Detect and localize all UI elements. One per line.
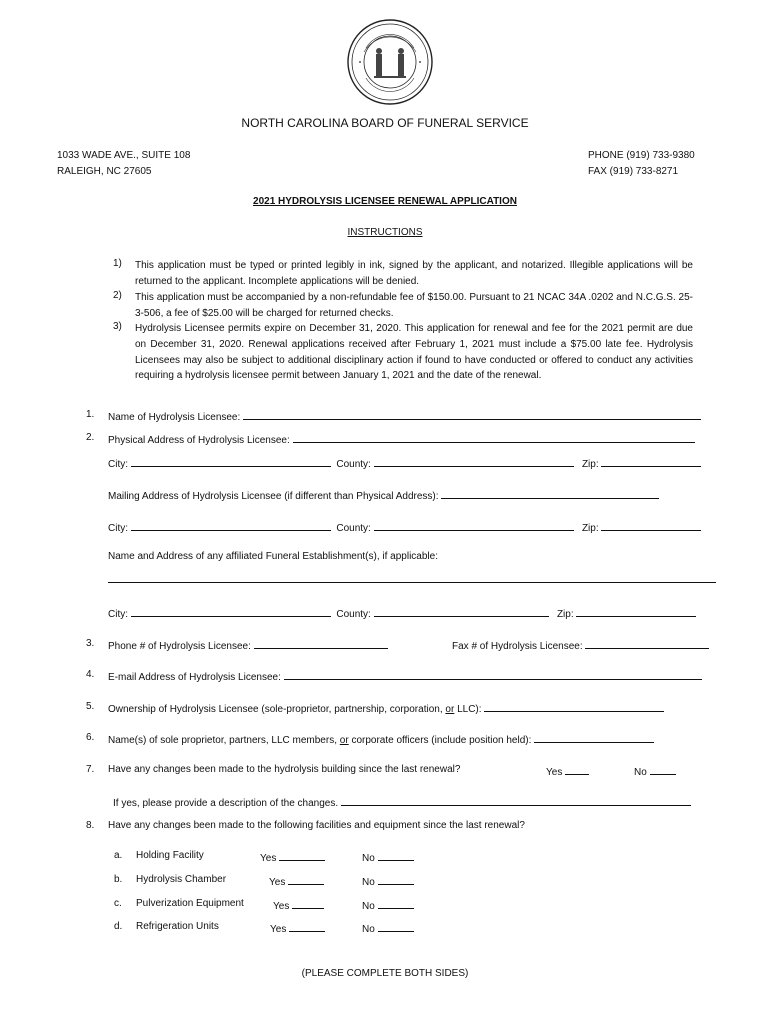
no-label: No — [362, 924, 375, 935]
affiliated-city-row — [108, 606, 696, 620]
city-label: City: — [108, 609, 128, 620]
q7-number: 7. — [86, 764, 95, 775]
q8-item-name: Refrigeration Units — [136, 921, 219, 932]
affiliated-county-field[interactable] — [374, 606, 549, 617]
q1-row — [108, 409, 701, 423]
q8-item-letter: c. — [114, 898, 122, 909]
county-label: County: — [336, 459, 371, 470]
q6-number: 6. — [86, 732, 95, 743]
changes-description-field[interactable] — [341, 795, 691, 806]
county-label: County: — [336, 609, 371, 620]
no-label: No — [634, 767, 647, 778]
ownership-label: Ownership of Hydrolysis Licensee (sole-proprietor, partnership, corporation, — [108, 704, 446, 715]
q8-item-letter: b. — [114, 874, 123, 885]
q3-number: 3. — [86, 638, 95, 649]
q8-item-no — [362, 921, 414, 935]
mailing-city-field[interactable] — [131, 520, 331, 531]
yes-label: Yes — [270, 924, 287, 935]
q8-item-name: Holding Facility — [136, 850, 204, 861]
ownership-label-end: LLC): — [454, 704, 482, 715]
agency-title: NORTH CAROLINA BOARD OF FUNERAL SERVICE — [241, 116, 529, 130]
q4-number: 4. — [86, 669, 95, 680]
q8-item-no — [362, 898, 414, 912]
agency-phone: PHONE (919) 733-9380 — [588, 150, 695, 161]
holding-facility-yes-field[interactable] — [279, 850, 325, 861]
q2-label: Physical Address of Hydrolysis Licensee: — [108, 435, 290, 446]
q7-describe-row — [113, 795, 691, 809]
instruction-number: 3) — [113, 321, 122, 332]
no-label: No — [362, 853, 375, 864]
agency-address-line1: 1033 WADE AVE., SUITE 108 — [57, 150, 191, 161]
refrigeration-no-field[interactable] — [378, 921, 414, 932]
q7-no-row — [634, 764, 676, 778]
owners-label-end: corporate officers (include position held): — [348, 735, 532, 746]
q8-number: 8. — [86, 820, 95, 831]
q1-number: 1. — [86, 409, 95, 420]
yes-label: Yes — [260, 853, 277, 864]
refrigeration-yes-field[interactable] — [289, 921, 325, 932]
physical-city-field[interactable] — [131, 456, 331, 467]
yes-label: Yes — [273, 901, 290, 912]
yes-label: Yes — [546, 767, 563, 778]
phone-label: Phone # of Hydrolysis Licensee: — [108, 641, 251, 652]
mailing-zip-field[interactable] — [601, 520, 701, 531]
email-field[interactable] — [284, 669, 702, 680]
footer-note: (PLEASE COMPLETE BOTH SIDES) — [301, 968, 469, 979]
phone-field[interactable] — [254, 638, 388, 649]
q7-label: Have any changes been made to the hydrolysis building since the last renewal? — [108, 764, 461, 775]
owners-label: Name(s) of sole proprietor, partners, LLC members, — [108, 735, 340, 746]
q4-row — [108, 669, 702, 683]
q8-item-yes — [269, 874, 324, 888]
fax-label: Fax # of Hydrolysis Licensee: — [452, 641, 583, 652]
mailing-address-row — [108, 488, 659, 502]
physical-city-row — [108, 456, 701, 470]
q8-item-no — [362, 874, 414, 888]
city-label: City: — [108, 523, 128, 534]
hydrolysis-chamber-yes-field[interactable] — [288, 874, 324, 885]
hydrolysis-chamber-no-field[interactable] — [378, 874, 414, 885]
affiliated-label: Name and Address of any affiliated Funeral Establishment(s), if applicable: — [108, 551, 438, 562]
county-label: County: — [336, 523, 371, 534]
pulverization-no-field[interactable] — [378, 898, 414, 909]
q7-no-field[interactable] — [650, 764, 676, 775]
physical-zip-field[interactable] — [601, 456, 701, 467]
q8-item-yes — [270, 921, 325, 935]
instruction-number: 2) — [113, 290, 122, 301]
q7-yes-row — [546, 764, 589, 778]
holding-facility-no-field[interactable] — [378, 850, 414, 861]
licensee-name-field[interactable] — [243, 409, 701, 420]
q8-item-name: Hydrolysis Chamber — [136, 874, 227, 885]
email-label: E-mail Address of Hydrolysis Licensee: — [108, 672, 281, 683]
yes-label: Yes — [269, 877, 286, 888]
q5-number: 5. — [86, 701, 95, 712]
agency-fax: FAX (919) 733-8271 — [588, 166, 679, 177]
q8-item-no — [362, 850, 414, 864]
q8-label: Have any changes been made to the following facilities and equipment since the last renewal? — [108, 820, 525, 831]
agency-address-line2: RALEIGH, NC 27605 — [57, 166, 152, 177]
instruction-text: This application must be accompanied by a non-refundable fee of $150.00. Pursuant to 21 NCAC 34A .0202 and N.C.G.S. 25-3-506, a fee of $25.00 will be charged for returned checks. — [135, 292, 693, 319]
instruction-number: 1) — [113, 258, 122, 269]
state-seal-icon — [346, 18, 434, 106]
fax-row — [452, 638, 709, 652]
instruction-text: This application must be typed or printed legibly in ink, signed by the applicant, and notarized. Illegible applications will be returned to the applicant. Incomplete applications will be denied. — [135, 260, 693, 287]
describe-label: If yes, please provide a description of the changes. — [113, 798, 339, 809]
ownership-field[interactable] — [484, 701, 664, 712]
zip-label: Zip: — [581, 523, 599, 534]
zip-label: Zip: — [581, 459, 599, 470]
q8-item-letter: d. — [114, 921, 123, 932]
q1-label: Name of Hydrolysis Licensee: — [108, 412, 241, 423]
fax-field[interactable] — [585, 638, 709, 649]
q8-item-yes — [260, 850, 325, 864]
q8-item-yes — [273, 898, 324, 912]
q5-row — [108, 701, 664, 715]
no-label: No — [362, 901, 375, 912]
affiliated-establishment-field[interactable] — [108, 572, 716, 583]
q3-row — [108, 638, 388, 652]
q2-row — [108, 432, 695, 446]
mailing-city-row — [108, 520, 701, 534]
affiliated-zip-field[interactable] — [576, 606, 696, 617]
ownership-or: or — [445, 704, 455, 715]
owners-or: or — [339, 735, 349, 746]
owners-field[interactable] — [534, 732, 654, 743]
form-title: 2021 HYDROLYSIS LICENSEE RENEWAL APPLICATION — [253, 196, 517, 207]
instructions-heading: INSTRUCTIONS — [347, 227, 423, 238]
q6-row — [108, 732, 654, 746]
mailing-county-field[interactable] — [374, 520, 574, 531]
affiliated-row — [108, 572, 716, 586]
pulverization-yes-field[interactable] — [292, 898, 324, 909]
physical-address-field[interactable] — [293, 432, 695, 443]
physical-county-field[interactable] — [374, 456, 574, 467]
city-label: City: — [108, 459, 128, 470]
q7-yes-field[interactable] — [565, 764, 589, 775]
affiliated-city-field[interactable] — [131, 606, 331, 617]
q2-number: 2. — [86, 432, 95, 443]
zip-label: Zip: — [556, 609, 574, 620]
instruction-text: Hydrolysis Licensee permits expire on December 31, 2020. This application for renewal and fee for the 2021 permit are due on December 31, 2020. Renewal applications received after February 1, 2021 must include a $75.00 late fee. Hydrolysis Licensees may also be subject to additional disciplinary action if found to have conducted or offered to conduct any activities requiring a hydrolysis licensee permit between January 1, 2021 and the date of the renewal. — [135, 323, 693, 382]
q8-item-letter: a. — [114, 850, 123, 861]
q8-item-name: Pulverization Equipment — [136, 898, 244, 909]
mailing-address-label: Mailing Address of Hydrolysis Licensee (if different than Physical Address): — [108, 491, 439, 502]
no-label: No — [362, 877, 375, 888]
mailing-address-field[interactable] — [441, 488, 659, 499]
